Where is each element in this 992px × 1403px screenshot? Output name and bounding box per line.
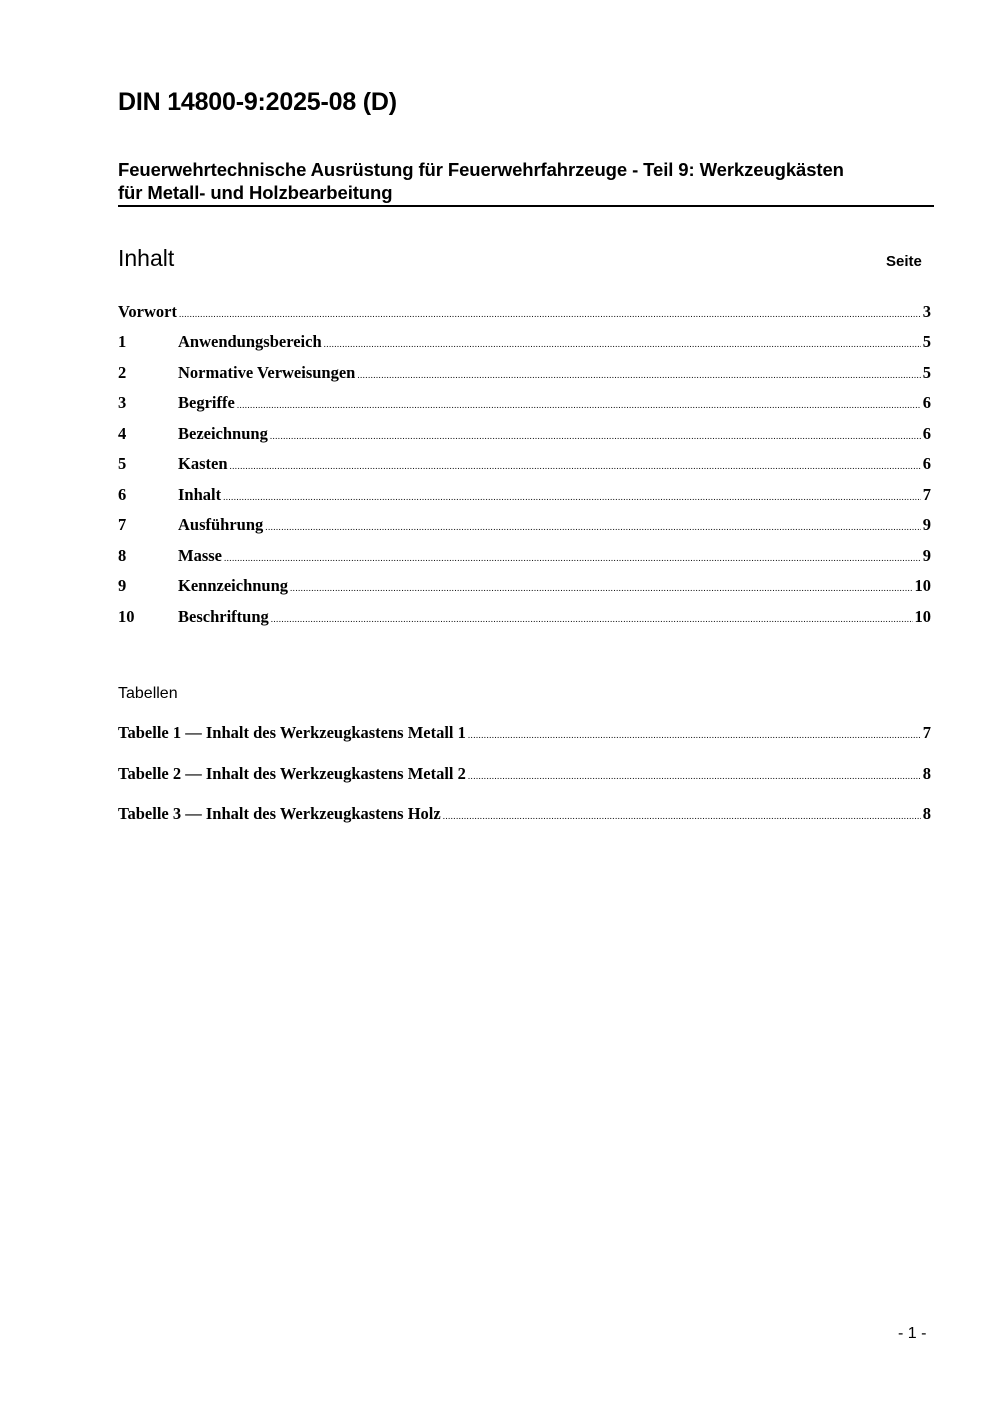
table-entry[interactable] [118, 722, 931, 744]
document-title: DIN 14800-9:2025-08 (D) [118, 88, 397, 116]
toc-leader-dots [265, 514, 920, 538]
toc-entry-title: Normative Verweisungen [178, 363, 356, 382]
toc-entry-page: 9 [922, 546, 931, 565]
toc-leader-dots [443, 803, 921, 827]
toc-entry-number: 2 [118, 363, 127, 382]
toc-leader-dots [290, 575, 912, 599]
table-entry-title: Tabelle 2 — Inhalt des Werkzeugkastens Metall 2 [118, 764, 466, 783]
toc-entry-number: 6 [118, 485, 127, 504]
table-entry-page: 7 [922, 723, 931, 742]
document-subtitle [118, 158, 934, 204]
title-divider [118, 205, 934, 207]
toc-entry-number: 8 [118, 546, 127, 565]
toc-entry-title: Kennzeichnung [178, 576, 289, 595]
toc-entry[interactable] [118, 606, 931, 628]
toc-entry-page: 7 [922, 485, 931, 504]
page-column-label: Seite [886, 253, 922, 270]
toc-entry-page: 10 [914, 576, 931, 595]
toc-leader-dots [270, 423, 921, 447]
toc-entry-title: Ausführung [178, 515, 264, 534]
toc-entry-page: 5 [922, 332, 931, 351]
toc-entry-number: 1 [118, 332, 127, 351]
tables-heading: Tabellen [118, 685, 178, 702]
toc-entry-title: Inhalt [178, 485, 222, 504]
subtitle-line-1: Feuerwehrtechnische Ausrüstung für Feuerwehrfahrzeuge - Teil 9: Werkzeugkästen [118, 159, 844, 180]
toc-entry-number: 5 [118, 454, 127, 473]
subtitle-line-2: für Metall- und Holzbearbeitung [118, 182, 393, 203]
table-entry-title: Tabelle 3 — Inhalt des Werkzeugkastens Holz [118, 804, 441, 823]
toc-entry[interactable] [118, 362, 931, 384]
toc-entry-title: Masse [178, 546, 222, 565]
toc-entry-number: 10 [118, 607, 135, 626]
toc-heading: Inhalt [118, 245, 175, 271]
table-entry[interactable] [118, 763, 931, 785]
table-entry-page: 8 [922, 764, 931, 783]
toc-entry[interactable] [118, 575, 931, 597]
toc-entry-title: Begriffe [178, 393, 235, 412]
toc-entry-page: 3 [922, 302, 931, 321]
toc-entry[interactable] [118, 331, 931, 353]
toc-entry[interactable] [118, 392, 931, 414]
toc-entry-number: 7 [118, 515, 127, 534]
toc-leader-dots [224, 545, 921, 569]
page-number: - 1 - [898, 1325, 927, 1342]
toc-leader-dots [230, 453, 921, 477]
toc-entry-title: Bezeichnung [178, 424, 268, 443]
toc-entry[interactable] [118, 484, 931, 506]
toc-entry[interactable] [118, 301, 931, 323]
toc-entry-title: Beschriftung [178, 607, 269, 626]
toc-leader-dots [357, 362, 920, 386]
toc-entry-page: 6 [922, 454, 931, 473]
toc-leader-dots [468, 722, 921, 746]
table-entry[interactable] [118, 803, 931, 825]
toc-entry[interactable] [118, 514, 931, 536]
toc-entry[interactable] [118, 423, 931, 445]
toc-entry-title: Anwendungsbereich [178, 332, 322, 351]
toc-entry[interactable] [118, 453, 931, 475]
toc-entry[interactable] [118, 545, 931, 567]
toc-entry-page: 10 [914, 607, 931, 626]
toc-entry-title: Vorwort [118, 302, 177, 321]
toc-entry-page: 5 [922, 363, 931, 382]
toc-entry-number: 9 [118, 576, 127, 595]
toc-entry-number: 3 [118, 393, 127, 412]
toc-entry-page: 6 [922, 424, 931, 443]
table-entry-page: 8 [922, 804, 931, 823]
toc-entry-number: 4 [118, 424, 127, 443]
toc-leader-dots [271, 606, 913, 630]
toc-leader-dots [237, 392, 921, 416]
toc-entry-page: 9 [922, 515, 931, 534]
table-entry-title: Tabelle 1 — Inhalt des Werkzeugkastens Metall 1 [118, 723, 466, 742]
toc-leader-dots [223, 484, 921, 508]
toc-leader-dots [468, 763, 921, 787]
toc-leader-dots [179, 301, 921, 325]
toc-leader-dots [324, 331, 921, 355]
toc-entry-page: 6 [922, 393, 931, 412]
toc-entry-title: Kasten [178, 454, 228, 473]
